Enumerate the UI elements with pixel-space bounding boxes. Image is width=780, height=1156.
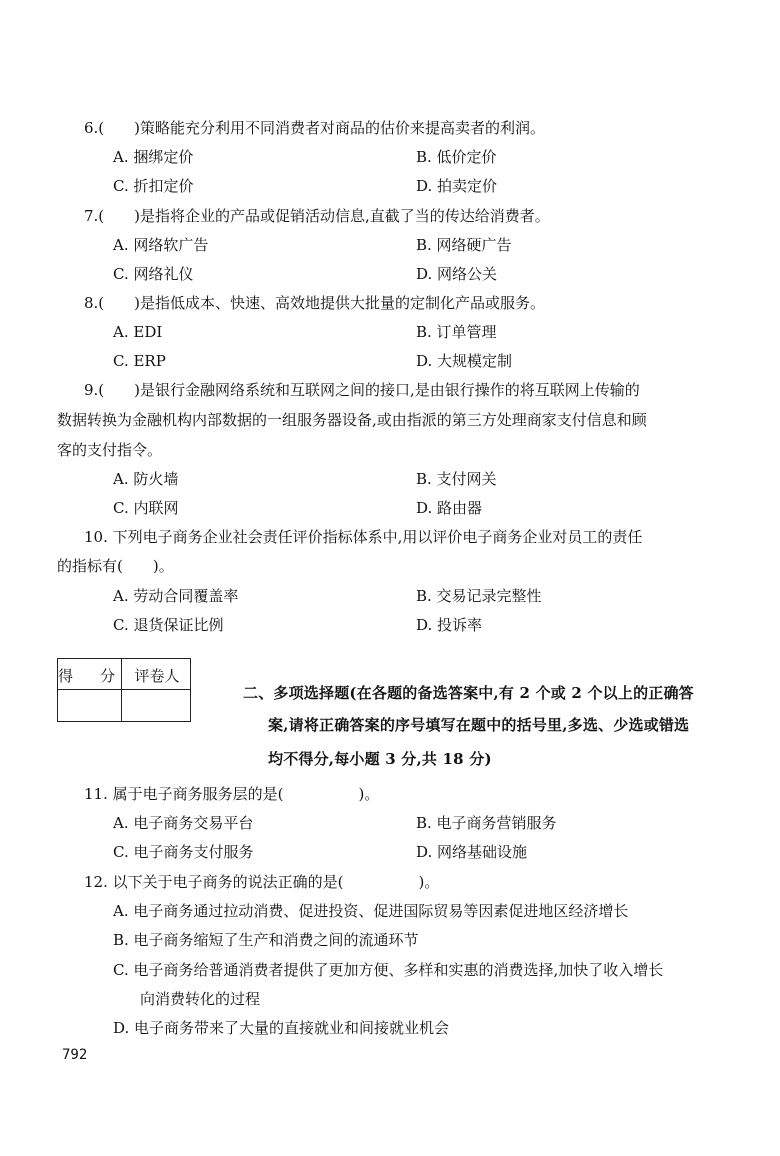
question-8-option-b: B. 订单管理 xyxy=(416,323,497,341)
question-12-stem: 12. 以下关于电子商务的说法正确的是( )。 xyxy=(84,873,440,891)
question-10-stem-line-2: 的指标有( )。 xyxy=(57,557,174,575)
question-7-option-a: A. 网络软广告 xyxy=(113,236,209,254)
question-10-option-c: C. 退货保证比例 xyxy=(113,616,224,634)
question-10-option-d: D. 投诉率 xyxy=(416,616,483,634)
question-11-option-b: B. 电子商务营销服务 xyxy=(416,814,557,832)
question-9-option-a: A. 防火墙 xyxy=(113,470,179,488)
question-12-option-b: B. 电子商务缩短了生产和消费之间的流通环节 xyxy=(113,931,419,949)
question-6-option-a: A. 捆绑定价 xyxy=(113,148,194,166)
question-11-option-d: D. 网络基础设施 xyxy=(416,843,528,861)
question-8-option-d: D. 大规模定制 xyxy=(416,352,513,370)
question-11-option-c: C. 电子商务支付服务 xyxy=(113,843,254,861)
question-6-option-d: D. 拍卖定价 xyxy=(416,177,498,195)
question-9-option-b: B. 支付网关 xyxy=(416,470,497,488)
question-6-option-b: B. 低价定价 xyxy=(416,148,497,166)
question-12-option-a: A. 电子商务通过拉动消费、促进投资、促进国际贸易等因素促进地区经济增长 xyxy=(113,902,629,920)
question-9-stem-line-1: 9.( )是银行金融网络系统和互联网之间的接口,是由银行操作的将互联网上传输的 xyxy=(84,381,640,399)
question-9-option-c: C. 内联网 xyxy=(113,499,179,517)
question-7-option-b: B. 网络硬广告 xyxy=(416,236,512,254)
question-10-option-a: A. 劳动合同覆盖率 xyxy=(113,587,239,605)
question-12-option-c-line-2: 向消费转化的过程 xyxy=(140,990,261,1008)
question-10-option-b: B. 交易记录完整性 xyxy=(416,587,542,605)
question-7-stem: 7.( )是指将企业的产品或促销活动信息,直截了当的传达给消费者。 xyxy=(84,207,550,225)
score-label: 得 分 xyxy=(58,667,122,685)
page-number: 792 xyxy=(62,1047,88,1063)
question-10-stem-line-1: 10. 下列电子商务企业社会责任评价指标体系中,用以评价电子商务企业对员工的责任 xyxy=(84,528,643,546)
question-9-stem-line-3: 客的支付指令。 xyxy=(57,441,163,459)
question-9-stem-line-2: 数据转换为金融机构内部数据的一组服务器设备,或由指派的第三方处理商家支付信息和顾 xyxy=(57,411,647,429)
section-2-instructions-line-3: 均不得分,每小题 3 分,共 18 分) xyxy=(268,750,492,768)
section-2-instructions-line-2: 案,请将正确答案的序号填写在题中的括号里,多选、少选或错选 xyxy=(268,716,690,734)
question-8-option-c: C. ERP xyxy=(113,352,166,370)
score-grader-box xyxy=(57,658,191,722)
question-8-stem: 8.( )是指低成本、快速、高效地提供大批量的定制化产品或服务。 xyxy=(84,294,546,312)
question-11-stem: 11. 属于电子商务服务层的是( )。 xyxy=(84,785,380,803)
question-12-option-c-line-1: C. 电子商务给普通消费者提供了更加方便、多样和实惠的消费选择,加快了收入增长 xyxy=(113,961,664,979)
question-12-option-d: D. 电子商务带来了大量的直接就业和间接就业机会 xyxy=(113,1019,450,1037)
question-9-option-d: D. 路由器 xyxy=(416,499,483,517)
question-7-option-d: D. 网络公关 xyxy=(416,265,498,283)
question-6-stem: 6.( )策略能充分利用不同消费者对商品的估价来提高卖者的利润。 xyxy=(84,119,546,137)
question-11-option-a: A. 电子商务交易平台 xyxy=(113,814,254,832)
section-2-instructions-line-1: 二、多项选择题(在各题的备选答案中,有 2 个或 2 个以上的正确答 xyxy=(243,684,694,702)
question-6-option-c: C. 折扣定价 xyxy=(113,177,194,195)
question-8-option-a: A. EDI xyxy=(113,323,163,341)
grader-label: 评卷人 xyxy=(134,667,180,685)
question-7-option-c: C. 网络礼仪 xyxy=(113,265,194,283)
